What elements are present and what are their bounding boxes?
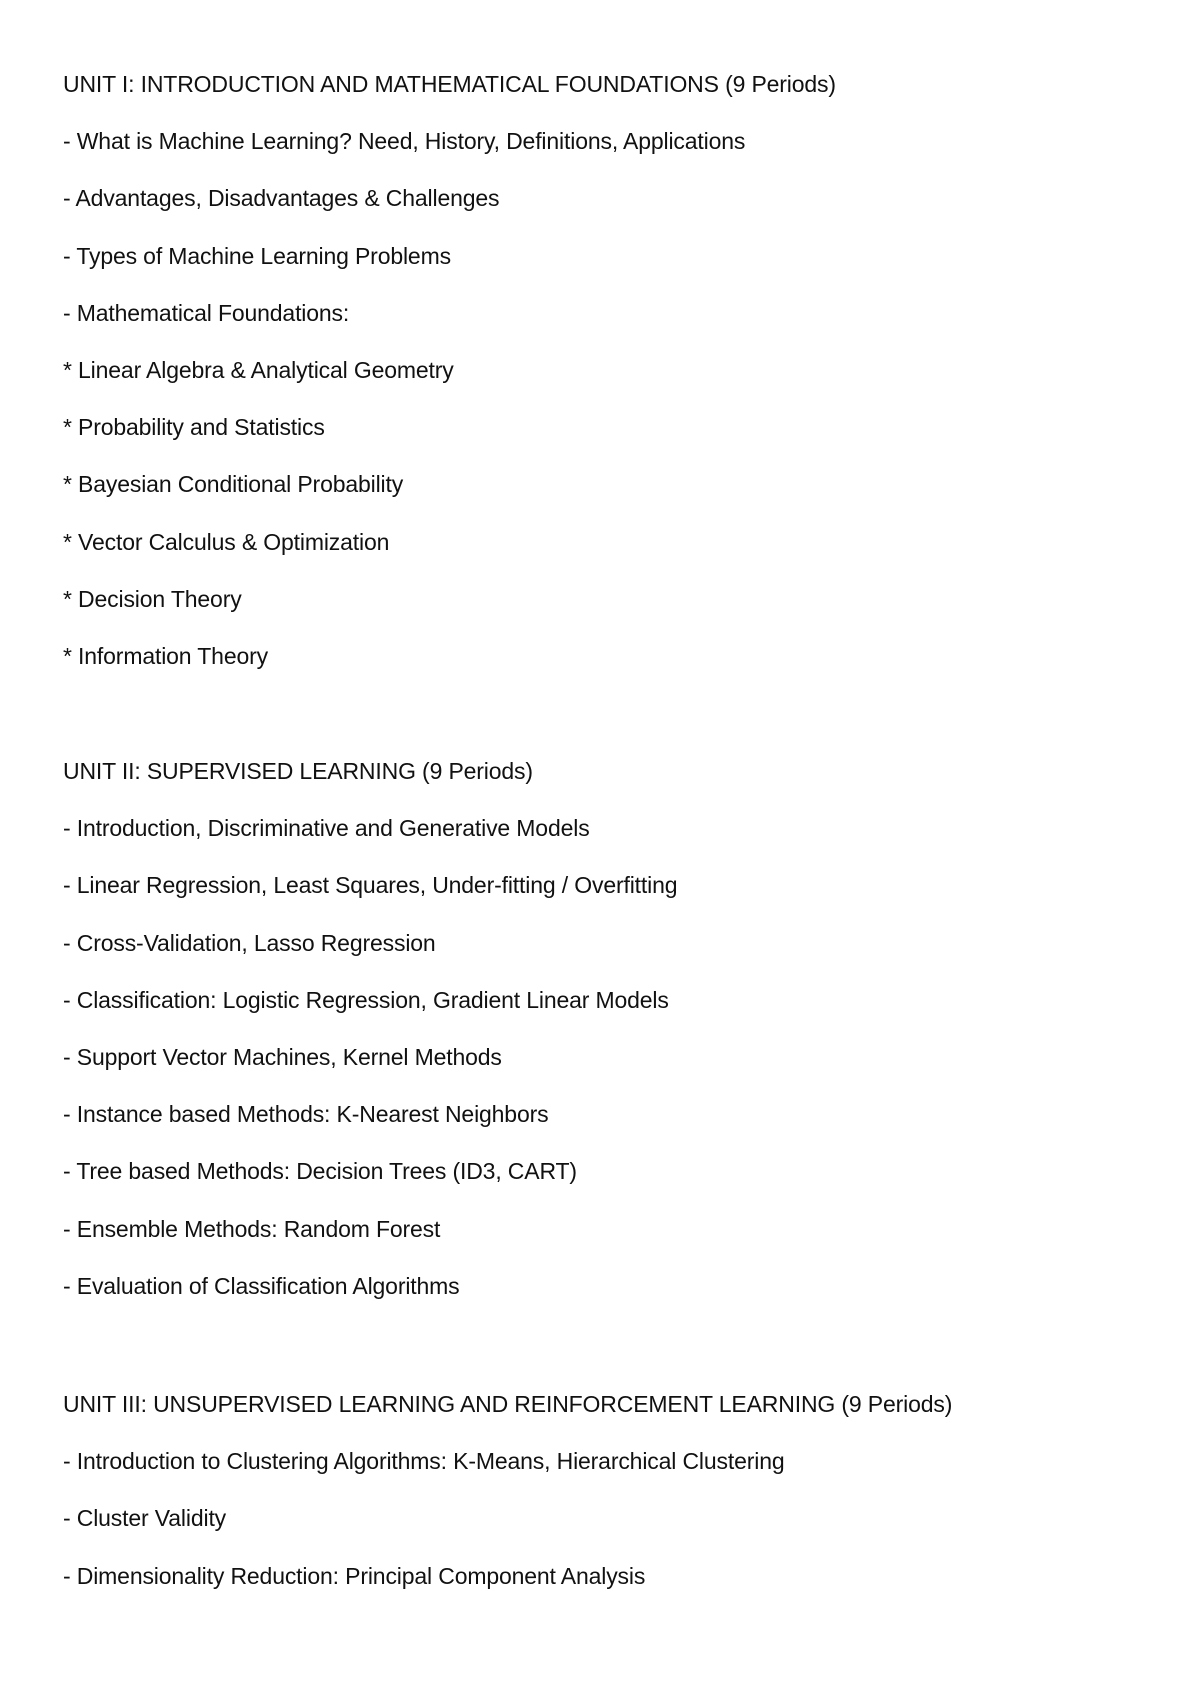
unit-1-item-9: * Decision Theory — [63, 585, 242, 612]
unit-1-item-1: - What is Machine Learning? Need, History, Definitions, Applications — [63, 128, 746, 155]
unit-1-section — [63, 68, 1163, 697]
unit-1-item-10: * Information Theory — [63, 642, 268, 669]
unit-2-item-4: - Classification: Logistic Regression, Gradient Linear Models — [63, 986, 669, 1013]
unit-2-item-1: - Introduction, Discriminative and Generative Models — [63, 815, 590, 842]
unit-2-item-5: - Support Vector Machines, Kernel Methods — [63, 1043, 502, 1070]
unit-2-item-9: - Evaluation of Classification Algorithms — [63, 1272, 460, 1299]
unit-1-heading: UNIT I: INTRODUCTION AND MATHEMATICAL FOUNDATIONS (9 Periods) — [63, 71, 836, 97]
unit-2-item-6: - Instance based Methods: K-Nearest Neighbors — [63, 1101, 549, 1128]
unit-2-heading: UNIT II: SUPERVISED LEARNING (9 Periods) — [63, 758, 533, 784]
unit-2-item-7: - Tree based Methods: Decision Trees (ID3, CART) — [63, 1158, 577, 1185]
unit-1-item-7: * Bayesian Conditional Probability — [63, 471, 404, 498]
unit-3-item-2: - Cluster Validity — [63, 1505, 227, 1532]
unit-2-item-2: - Linear Regression, Least Squares, Under-fitting / Overfitting — [63, 872, 678, 899]
unit-3-heading: UNIT III: UNSUPERVISED LEARNING AND REINFORCEMENT LEARNING (9 Periods) — [63, 1391, 953, 1417]
unit-2-item-3: - Cross-Validation, Lasso Regression — [63, 929, 436, 956]
unit-2-section — [63, 755, 1163, 1327]
unit-1-item-8: * Vector Calculus & Optimization — [63, 528, 390, 555]
unit-2-item-8: - Ensemble Methods: Random Forest — [63, 1215, 441, 1242]
unit-1-item-6: * Probability and Statistics — [63, 414, 325, 441]
unit-1-item-4: - Mathematical Foundations: — [63, 299, 350, 326]
unit-1-item-5: * Linear Algebra & Analytical Geometry — [63, 356, 454, 383]
unit-1-item-3: - Types of Machine Learning Problems — [63, 242, 451, 269]
unit-1-item-2: - Advantages, Disadvantages & Challenges — [63, 185, 500, 212]
unit-3-section — [63, 1388, 1163, 1617]
unit-3-item-3: - Dimensionality Reduction: Principal Component Analysis — [63, 1562, 646, 1589]
unit-3-item-1: - Introduction to Clustering Algorithms: K-Means, Hierarchical Clustering — [63, 1448, 785, 1475]
